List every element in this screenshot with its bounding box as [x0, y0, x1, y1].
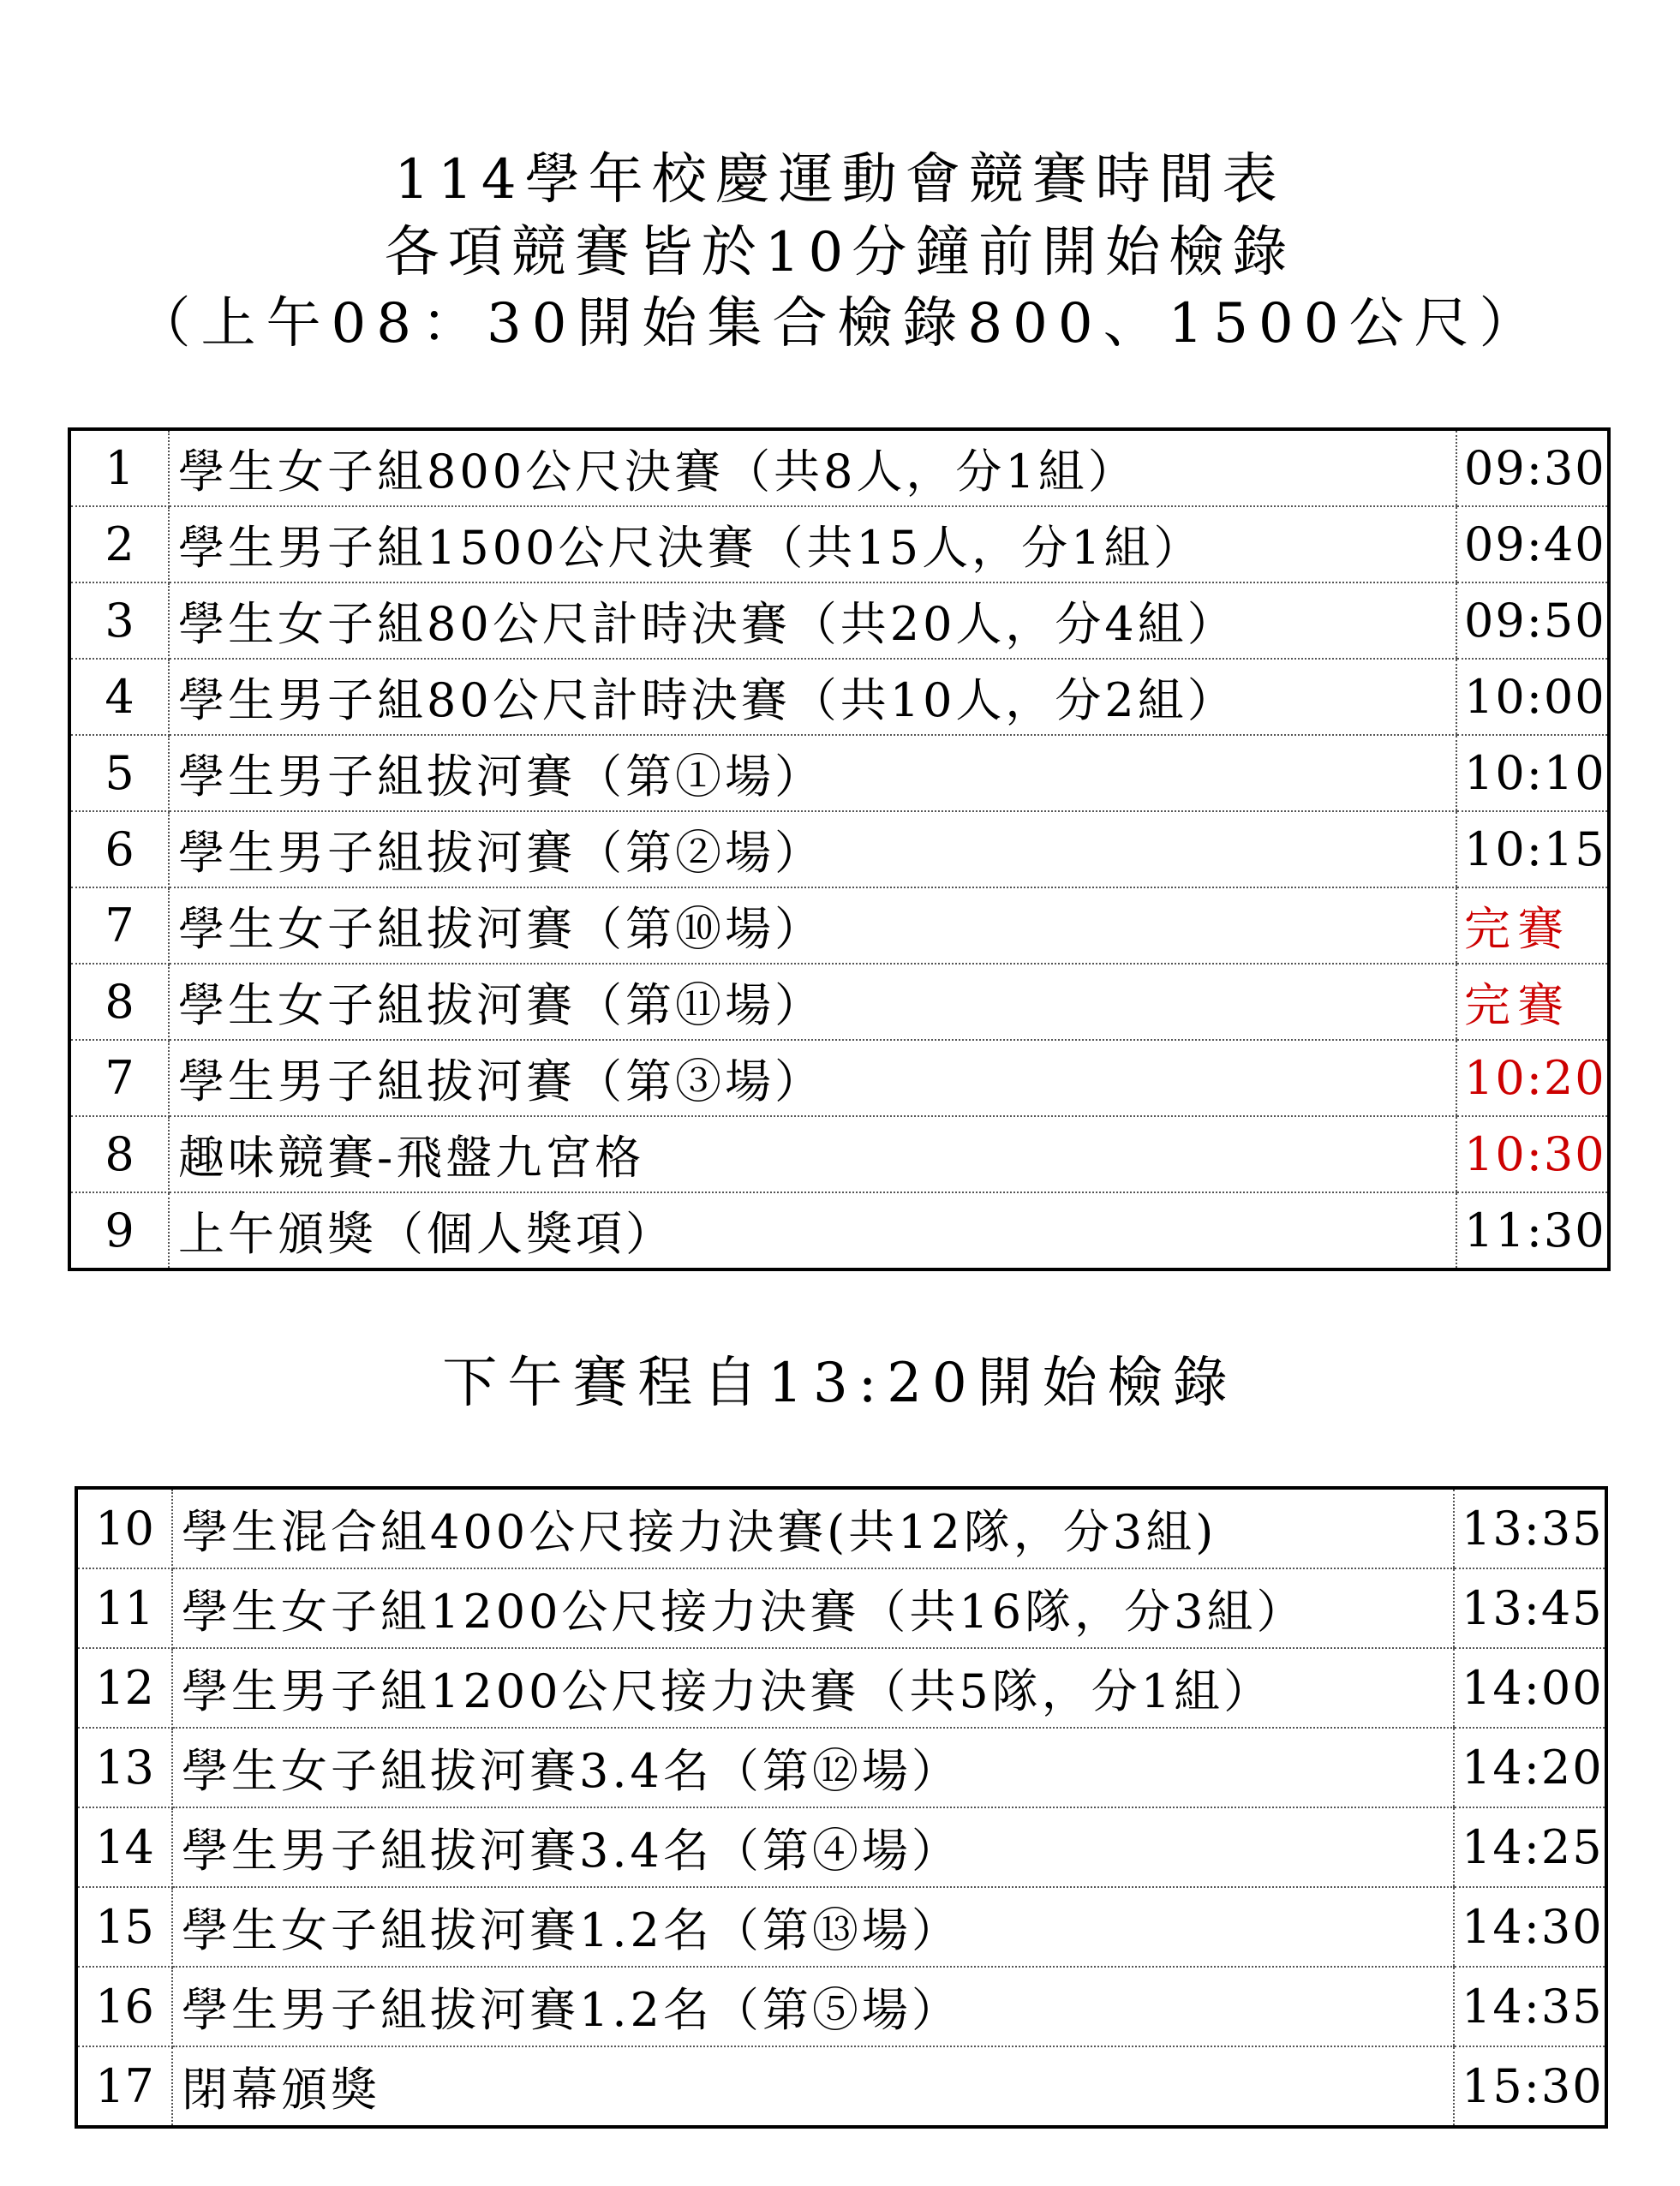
event-time: 10:30	[1456, 1116, 1609, 1192]
event-time: 14:30	[1454, 1887, 1606, 1967]
event-name: 學生男子組拔河賽3.4名（第④場）	[172, 1807, 1454, 1887]
schedule-row	[69, 735, 1609, 811]
row-number: 11	[76, 1568, 172, 1648]
row-number: 12	[76, 1648, 172, 1728]
event-time: 10:15	[1456, 811, 1609, 887]
schedule-row	[76, 1488, 1606, 1568]
row-number: 14	[76, 1807, 172, 1887]
event-name: 學生男子組拔河賽1.2名（第⑤場）	[172, 1967, 1454, 2046]
event-time: 14:20	[1454, 1728, 1606, 1807]
event-name: 學生女子組拔河賽（第⑩場）	[169, 887, 1456, 964]
row-number: 9	[69, 1192, 169, 1269]
row-number: 4	[69, 659, 169, 735]
event-name: 學生男子組拔河賽（第①場）	[169, 735, 1456, 811]
event-time: 14:25	[1454, 1807, 1606, 1887]
page-note: （上午08：30開始集合檢錄800、1500公尺）	[135, 292, 1545, 355]
event-time: 10:20	[1456, 1040, 1609, 1116]
schedule-row	[76, 1648, 1606, 1728]
schedule-row	[76, 1728, 1606, 1807]
event-time: 10:10	[1456, 735, 1609, 811]
schedule-row	[69, 1192, 1609, 1269]
event-name: 學生女子組80公尺計時決賽（共20人，分4組）	[169, 582, 1456, 659]
event-name: 學生男子組拔河賽（第③場）	[169, 1040, 1456, 1116]
event-time: 10:00	[1456, 659, 1609, 735]
morning-schedule-table	[68, 427, 1611, 1271]
row-number: 7	[69, 1040, 169, 1116]
row-number: 7	[69, 887, 169, 964]
event-name: 閉幕頒獎	[182, 2063, 380, 2117]
event-name: 學生混合組400公尺接力決賽(共12隊，分3組)	[172, 1488, 1454, 1568]
schedule-row	[69, 1040, 1609, 1116]
row-number: 8	[69, 964, 169, 1040]
event-name: 學生女子組拔河賽1.2名（第⑬場）	[172, 1887, 1454, 1967]
schedule-row	[76, 2046, 1606, 2127]
event-name: 學生男子組拔河賽（第②場）	[169, 811, 1456, 887]
event-name: 學生女子組1200公尺接力決賽（共16隊，分3組）	[172, 1568, 1454, 1648]
row-number: 15	[76, 1887, 172, 1967]
afternoon-schedule-body	[76, 1488, 1606, 2127]
schedule-row	[76, 1967, 1606, 2046]
event-time: 14:00	[1454, 1648, 1606, 1728]
event-name: 學生女子組800公尺決賽（共8人，分1組）	[169, 429, 1456, 506]
row-number: 6	[69, 811, 169, 887]
row-number: 5	[69, 735, 169, 811]
event-name: 趣味競賽-飛盤九宮格	[169, 1116, 1456, 1192]
event-time: 09:30	[1456, 429, 1609, 506]
schedule-row	[69, 506, 1609, 582]
page-subtitle: 各項競賽皆於10分鐘前開始檢錄	[384, 221, 1296, 284]
schedule-row	[76, 1568, 1606, 1648]
row-number: 2	[69, 506, 169, 582]
schedule-row	[76, 1887, 1606, 1967]
event-time: 09:40	[1456, 506, 1609, 582]
row-number: 10	[76, 1488, 172, 1568]
schedule-row	[69, 811, 1609, 887]
afternoon-schedule-table	[75, 1486, 1608, 2129]
row-number: 1	[69, 429, 169, 506]
schedule-row	[69, 582, 1609, 659]
row-number: 16	[76, 1967, 172, 2046]
schedule-row	[69, 887, 1609, 964]
event-name: 學生女子組拔河賽（第⑪場）	[169, 964, 1456, 1040]
page-title: 114學年校慶運動會競賽時間表	[394, 148, 1286, 212]
event-name: 學生女子組拔河賽3.4名（第⑫場）	[172, 1728, 1454, 1807]
morning-schedule-body	[69, 429, 1609, 1269]
event-time: 13:35	[1454, 1488, 1606, 1568]
event-name: 學生男子組1200公尺接力決賽（共5隊，分1組）	[172, 1648, 1454, 1728]
schedule-row	[69, 659, 1609, 735]
row-number: 8	[69, 1116, 169, 1192]
event-time: 14:35	[1454, 1967, 1606, 2046]
afternoon-heading: 下午賽程自13:20開始檢錄	[442, 1352, 1238, 1415]
schedule-row	[69, 1116, 1609, 1192]
event-time: 完賽	[1456, 887, 1609, 964]
schedule-row	[69, 429, 1609, 506]
event-name: 學生男子組1500公尺決賽（共15人，分1組）	[169, 506, 1456, 582]
event-name: 上午頒獎（個人獎項）	[178, 1207, 675, 1261]
event-time: 11:30	[1456, 1192, 1609, 1269]
row-number: 13	[76, 1728, 172, 1807]
event-time: 完賽	[1456, 964, 1609, 1040]
event-name: 學生男子組80公尺計時決賽（共10人，分2組）	[169, 659, 1456, 735]
event-time: 15:30	[1454, 2046, 1606, 2127]
schedule-row	[76, 1807, 1606, 1887]
row-number: 3	[69, 582, 169, 659]
schedule-row	[69, 964, 1609, 1040]
row-number: 17	[76, 2046, 172, 2127]
event-time: 13:45	[1454, 1568, 1606, 1648]
event-time: 09:50	[1456, 582, 1609, 659]
